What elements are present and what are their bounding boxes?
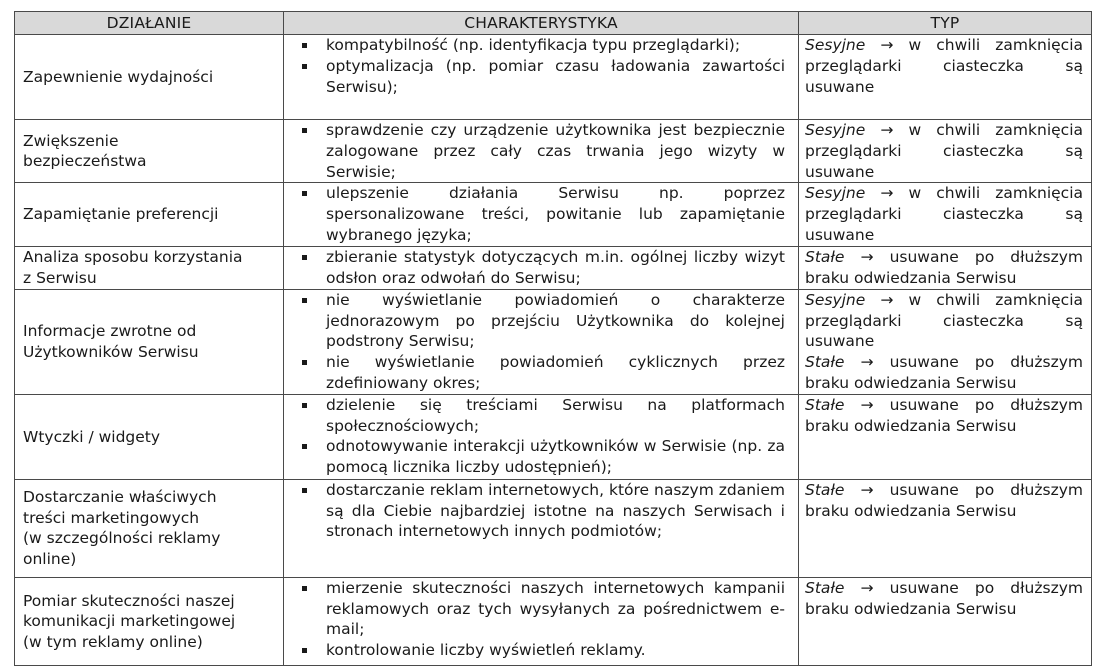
action-text-line: Użytkowników Serwisu [23,342,199,361]
characteristic-list [284,578,798,661]
type-description: → w chwili zamknięcia przeglądarki ciasteczka są usuwane [805,36,1083,96]
characteristic-cell [284,35,799,120]
characteristic-list [284,35,798,97]
type-cell [799,577,1092,665]
list-item: sprawdzenie czy urządzenie użytkownika jest bezpiecznie zalogowane przez cały czas trwania jego wizyty w Serwisie; [284,120,798,182]
type-name: Stałe [805,395,845,414]
type-cell [799,479,1092,577]
action-text-line: Informacje zwrotne od [23,322,197,341]
action-cell [15,183,284,246]
characteristic-cell [284,479,799,577]
action-text-line: Zapamiętanie preferencji [23,205,219,224]
action-text-line: z Serwisu [23,268,97,287]
type-name: Sesyjne [805,184,866,203]
characteristic-list [284,395,798,478]
type-cell [799,120,1092,183]
characteristic-cell [284,183,799,246]
characteristic-cell [284,289,799,394]
type-entry [805,395,1083,437]
type-description: → usuwane po dłuższym braku odwiedzania Serwisu [805,247,1083,287]
action-text-line: Dostarczanie właściwych [23,488,217,507]
characteristic-list [284,480,798,542]
type-cell [799,246,1092,289]
list-item: optymalizacja (np. pomiar czasu ładowania zawartości Serwisu); [284,56,798,98]
type-description: → usuwane po dłuższym braku odwiedzania Serwisu [805,353,1083,392]
action-cell [15,479,284,577]
table-body [15,35,1092,666]
characteristic-list [284,247,798,289]
cookies-table [14,11,1092,666]
characteristic-cell [284,394,799,479]
table-row [15,577,1092,665]
type-entry [805,290,1083,352]
action-text-line: Zapewnienie wydajności [23,67,214,86]
list-item: kompatybilność (np. identyfikacja typu przeglądarki); [284,35,798,56]
list-item: ulepszenie działania Serwisu np. poprzez spersonalizowane treści, powitanie lub zapamiętanie wybranego języka; [284,183,798,245]
table-row [15,394,1092,479]
action-cell [15,394,284,479]
type-name: Stałe [805,247,845,266]
type-entry [805,247,1083,289]
type-entry [805,352,1083,394]
type-name: Stałe [805,353,845,372]
action-text-line: (w szczególności reklamy [23,529,221,548]
table-row [15,183,1092,246]
characteristic-cell [284,246,799,289]
type-entry [805,183,1083,245]
list-item: dzielenie się treściami Serwisu na platformach społecznościowych; [284,395,798,437]
type-cell [799,35,1092,120]
table-row [15,246,1092,289]
list-item: zbieranie statystyk dotyczących m.in. ogólnej liczby wizyt odsłon oraz odwołań do Serwisu; [284,247,798,289]
characteristic-cell [284,577,799,665]
list-item: kontrolowanie liczby wyświetleń reklamy. [284,640,798,661]
action-cell [15,35,284,120]
characteristic-cell [284,120,799,183]
action-text-line: Pomiar skuteczności naszej [23,591,235,610]
type-description: → usuwane po dłuższym braku odwiedzania Serwisu [805,395,1083,435]
action-text-line: Zwiększenie [23,131,119,150]
type-cell [799,394,1092,479]
list-item: nie wyświetlanie powiadomień o charakterze jednorazowym po przejściu Użytkownika do kolejnej podstrony Serwisu; [284,290,798,352]
action-text-line: treści marketingowych [23,508,200,527]
header-type: TYP [799,12,1092,35]
type-name: Sesyjne [805,290,866,309]
characteristic-list [284,183,798,245]
table-row [15,120,1092,183]
list-item: mierzenie skuteczności naszych internetowych kampanii reklamowych oraz tych wysyłanych za pośrednictwem e-mail; [284,578,798,640]
type-entry [805,120,1083,182]
characteristic-list [284,290,798,394]
type-name: Stałe [805,578,845,597]
action-text-line: (w tym reklamy online) [23,632,203,651]
characteristic-list [284,120,798,182]
action-text-line: online) [23,549,77,568]
list-item: nie wyświetlanie powiadomień cyklicznych przez zdefiniowany okres; [284,352,798,394]
type-description: → usuwane po dłuższym braku odwiedzania Serwisu [805,480,1083,520]
table-row [15,479,1092,577]
type-cell [799,183,1092,246]
type-entry [805,578,1083,620]
action-cell [15,120,284,183]
type-name: Sesyjne [805,36,866,54]
table-row [15,35,1092,120]
type-entry [805,35,1083,97]
action-cell [15,577,284,665]
action-text-line: komunikacji marketingowej [23,612,236,631]
type-entry [805,480,1083,522]
type-description: → usuwane po dłuższym braku odwiedzania Serwisu [805,578,1083,618]
type-description: → w chwili zamknięcia przeglądarki ciasteczka są usuwane [805,121,1083,181]
action-text-line: bezpieczeństwa [23,152,147,171]
action-cell [15,289,284,394]
type-cell [799,289,1092,394]
type-description: → w chwili zamknięcia przeglądarki ciasteczka są usuwane [805,184,1083,244]
header-action: DZIAŁANIE [15,12,284,35]
action-text-line: Wtyczki / widgety [23,427,161,446]
action-text-line: Analiza sposobu korzystania [23,248,243,267]
type-description: → w chwili zamknięcia przeglądarki ciasteczka są usuwane [805,290,1083,351]
table-row [15,289,1092,394]
table-header-row [15,12,1092,35]
list-item: dostarczanie reklam internetowych, które naszym zdaniem są dla Ciebie najbardziej istotne na naszych Serwisach i stronach internetowych innych podmiotów; [284,480,798,542]
action-cell [15,246,284,289]
header-characteristic: CHARAKTERYSTYKA [284,12,799,35]
list-item: odnotowywanie interakcji użytkowników w Serwisie (np. za pomocą licznika liczby udostępnień); [284,436,798,478]
type-name: Sesyjne [805,121,866,139]
type-name: Stałe [805,480,845,499]
